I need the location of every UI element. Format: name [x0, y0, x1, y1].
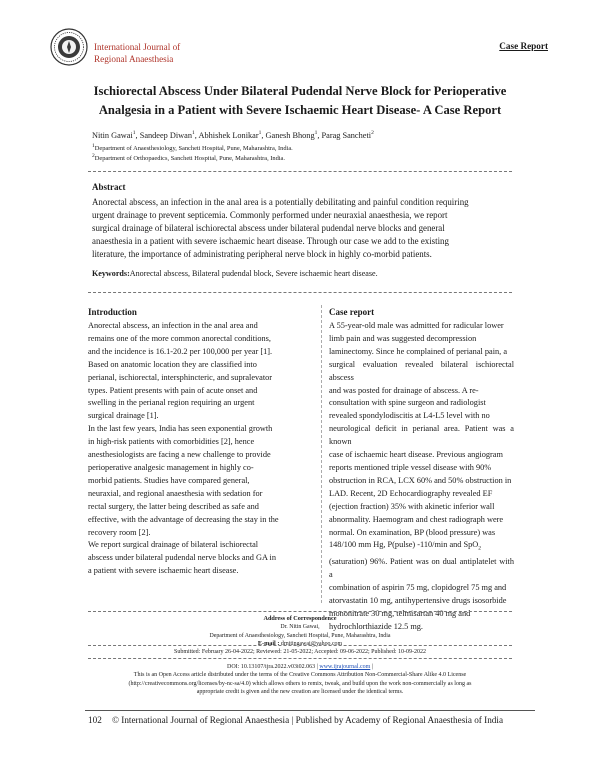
case-line: neurological deficit in perianal area. Patient was a known: [329, 424, 514, 447]
case-line: (saturation) 96%. Patient was on dual antiplatelet with a: [329, 556, 514, 579]
intro-line: a patient with severe ischaemic heart disease.: [88, 566, 239, 576]
case-line: and was posted for drainage of abscess. A re-: [329, 385, 479, 395]
footer-rule: [85, 710, 535, 711]
author-list: Nitin Gawai$^1$, Sandeep Diwan$^1$, Abhishek Lonikar$^1$, Ganesh Bhong$^1$, Parag Sancheti$^2$: [92, 130, 374, 140]
intro-line: effective, with the advantage of decreasing the stay in the: [88, 514, 279, 524]
aff-text: Department of Anaesthesiology, Sancheti Hospital, Pune, Maharashtra, India.: [94, 145, 293, 153]
abstract-line: anaesthesia in a patient with severe ischaemic heart disease. Through our case we add to the existing: [92, 235, 449, 246]
author-sup: 1: [314, 130, 318, 136]
journal-name: [94, 42, 180, 65]
case-line: consultation with spine surgeon and radiologist: [329, 398, 486, 408]
license-line: This is an Open Access article distributed under the terms of the Creative Commons Attribution Non-Commercial-Share Alike 4.0 License: [133, 672, 467, 679]
author-sup: 1: [132, 130, 136, 136]
case-line: normal. On examination, BP (blood pressure) was: [329, 527, 496, 537]
doi-text: DOI: 10.13107/ijra.2022.v03i02.063: [226, 664, 316, 670]
intro-line: recovery room [2].: [88, 527, 151, 537]
affiliation-2: [92, 153, 285, 162]
divider: [88, 292, 512, 293]
title-line-1: Ischiorectal Abscess Under Bilateral Pudendal Nerve Block for Perioperative: [93, 84, 507, 98]
divider: [88, 611, 512, 612]
case-line: combination of aspirin 75 mg, clopidogrel 75 mg and: [329, 582, 507, 592]
intro-line: in high-risk patients with comorbidities [2], hence: [88, 437, 255, 447]
title-line-2: Analgesia in a Patient with Severe Ischaemic Heart Disease- A Case Report: [98, 103, 502, 117]
case-line: LAD. Recent, 2D Echocardiography revealed EF: [329, 488, 493, 498]
intro-line: types. Patient presents with pain of acute onset and: [88, 385, 258, 395]
aff-sup: 1: [92, 143, 95, 149]
case-line: hydrochlorthiazide 12.5 mg.: [329, 621, 424, 631]
divider: [88, 171, 512, 172]
author-name: Abhishek Lonikar: [198, 130, 259, 140]
intro-line: Anorectal abscess, an infection in the anal area and: [88, 321, 258, 330]
case-line: (ejection fraction) 35% with akinetic inferior wall: [329, 501, 495, 511]
aff-sup: 2: [92, 153, 95, 159]
journal-logo-icon: [50, 28, 88, 66]
author-sup: 1: [192, 130, 195, 136]
license-line: (http://creativecommons.org/licenses/by-nc-sa/4.0) which allows others to remix, tweak, and build upon the work non-commercially as long as: [128, 680, 472, 687]
aff-text: Department of Orthopaedics, Sancheti Hospital, Pune, Maharashtra, India.: [94, 155, 285, 163]
abstract-line: urgent drainage to prevent septicemia. Commonly performed under neuraxial anaesthesia, we report: [92, 209, 448, 220]
intro-line: abscess under bilateral pudendal nerve blocks and GA in: [88, 553, 277, 563]
case-line: case of ischaemic heart disease. Previous angiogram: [329, 450, 503, 460]
intro-line: We report surgical drainage of bilateral ischiorectal: [88, 540, 259, 550]
affiliation-1: [92, 143, 293, 152]
case-line-spo2: [329, 539, 514, 556]
author-name: Ganesh Bhong: [265, 130, 315, 140]
submission-dates: Submitted: February 26-04-2022; Reviewed: 21-05-2022; Accepted: 09-06-2022; Published: 10-09-2022: [174, 649, 426, 655]
journal-name-line2: Regional Anaesthesia: [94, 53, 174, 64]
page-number: 102: [88, 715, 102, 725]
license-line: appropriate credit is given and the new creation are licensed under the identical terms.: [196, 688, 404, 695]
intro-line: In the last few years, India has seen exponential growth: [88, 424, 273, 434]
intro-line: remains one of the more common anorectal conditions,: [88, 333, 271, 343]
abstract-line: literature, the importance of administrating peripheral nerve block in highly co-morbid patients.: [92, 248, 432, 259]
case-line: obstruction in RCA, LCX 60% and 50% obstruction in: [329, 475, 512, 485]
keywords-text: Anorectal abscess, Bilateral pudendal block, Severe ischaemic heart disease.: [129, 269, 378, 278]
journal-url-link[interactable]: www.ijrajournal.com: [319, 664, 371, 670]
case-line: limb pain and was suggested decompression: [329, 333, 477, 343]
case-line: abnormality. Haemogram and chest radiograph were: [329, 514, 504, 524]
case-line: laminectomy. Since he complained of perianal pain, a: [329, 346, 508, 356]
correspondence-name: Dr. Nitin Gawai,: [280, 624, 320, 631]
case-line: reports mentioned triple vessel disease with 90%: [329, 462, 492, 472]
case-line: mononitrate 30 mg, telmisartan 40 mg and: [329, 608, 471, 618]
case-line: atorvastatin 10 mg, antihypertensive drugs isosorbide: [329, 595, 507, 605]
intro-line: neuraxial, and regional anaesthesia with sedation for: [88, 488, 263, 498]
license-block: [92, 663, 508, 696]
intro-line: swelling in the perianal region requiring an urgent: [88, 398, 255, 408]
abstract-heading: Abstract: [92, 182, 126, 192]
intro-line: perianal, ischiorectal, intersphincteric, and supralevator: [88, 372, 273, 382]
correspondence-block: [100, 615, 500, 649]
column-divider: [321, 305, 322, 603]
case-line: revealed spondylodiscitis at L4-L5 level with no: [329, 411, 490, 421]
author-sup: 1: [258, 130, 262, 136]
introduction-body: [88, 320, 314, 578]
intro-line: morbid patients. Studies have compared general,: [88, 475, 250, 485]
footer-copyright: © International Journal of Regional Anaesthesia | Published by Academy of Regional Anaesthesia of India: [112, 715, 504, 725]
correspondence-heading: Address of Correspondence: [263, 615, 337, 622]
keywords-label: Keywords:: [92, 269, 130, 278]
case-report-body: [329, 320, 514, 633]
author-name: Nitin Gawai: [92, 130, 133, 140]
divider: [88, 658, 512, 659]
email-label: E-mail :: [257, 640, 280, 648]
case-report-part-a: [329, 320, 514, 539]
doi-separator: |: [316, 664, 318, 670]
intro-line: surgical drainage [1].: [88, 411, 159, 421]
case-line-text: 148/100 mm Hg, P(pulse) -110/min and SpO: [329, 540, 479, 550]
author-name: Sandeep Diwan: [139, 130, 193, 140]
intro-line: anesthesiologists are facing a new challenge to provide: [88, 450, 271, 460]
article-title: [70, 82, 530, 120]
article-type: Case Report: [499, 41, 548, 51]
case-line: surgical evaluation revealed bilateral ischiorectal abscess: [329, 359, 514, 382]
spo2-subscript: 2: [478, 546, 482, 553]
keywords: [92, 269, 378, 278]
correspondence-email[interactable]: drnitingawai@yahoo.com: [280, 641, 343, 648]
correspondence-address: Department of Anaesthesiology, Sancheti Hospital, Pune, Maharashtra, India: [209, 632, 391, 639]
case-report-heading: Case report: [329, 307, 375, 317]
intro-line: perioperative analgesic management in highly co-: [88, 462, 254, 472]
divider: [88, 645, 512, 646]
author-sup: 2: [371, 130, 374, 136]
journal-name-line1: International Journal of: [94, 42, 181, 52]
abstract-line: Anorectal abscess, an infection in the anal area is a potentially debilitating and painful condition requiring: [92, 197, 469, 207]
abstract-line: surgical drainage of bilateral ischiorectal abscess under bilateral pudendal nerve blocks and general: [92, 222, 445, 233]
author-name: Parag Sancheti: [321, 130, 372, 140]
case-line: A 55-year-old male was admitted for radicular lower: [329, 321, 504, 330]
intro-line: Based on anatomic location they are classified into: [88, 359, 257, 369]
intro-line: and the incidence is 16.1-20.2 per 100,000 per year [1].: [88, 346, 273, 356]
intro-line: rectal surgery, the latter being described as safe and: [88, 501, 259, 511]
abstract-body: [92, 196, 510, 261]
introduction-heading: Introduction: [88, 307, 137, 317]
doi-separator: |: [371, 664, 373, 670]
